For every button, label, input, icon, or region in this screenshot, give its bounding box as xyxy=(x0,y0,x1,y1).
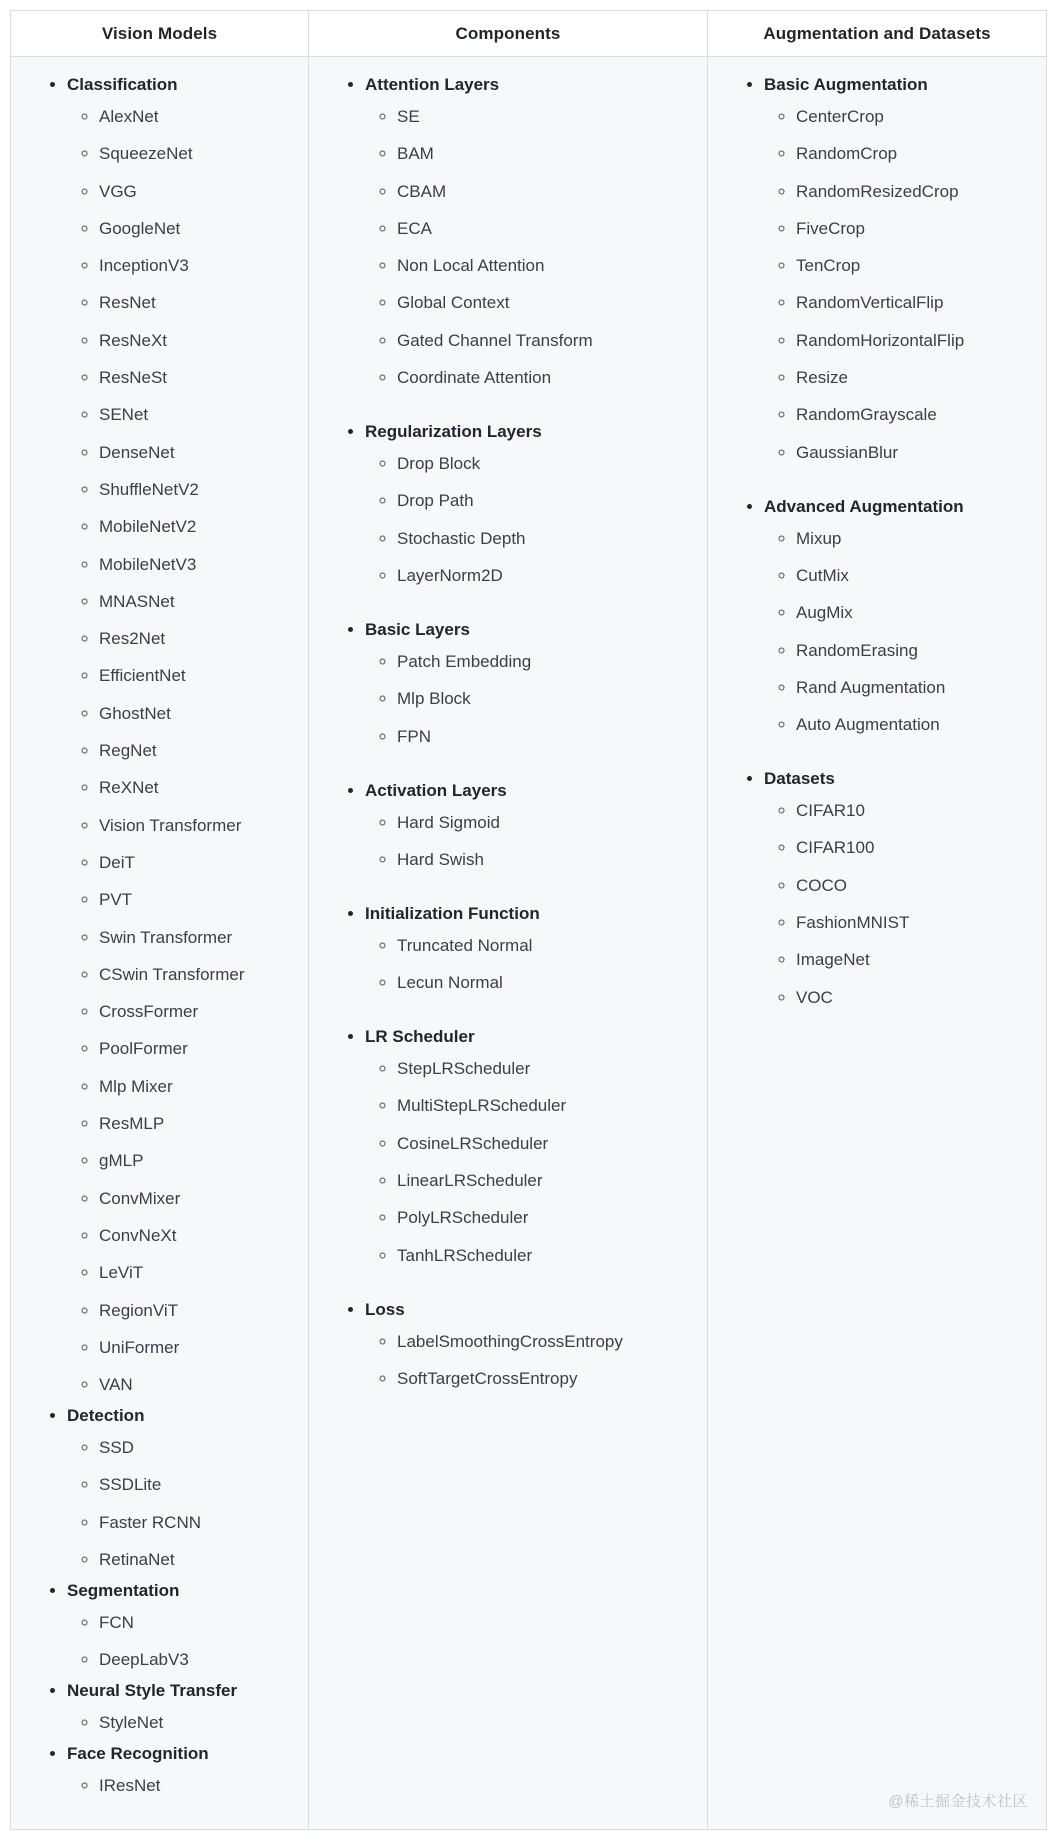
list-item: ◦ Res2Net xyxy=(99,625,298,653)
list-item: ◦ Coordinate Attention xyxy=(397,364,697,392)
list-item: ◦ Rand Augmentation xyxy=(796,674,1036,702)
list-item: ◦ Mixup xyxy=(796,525,1036,553)
list-item: ◦ FCN xyxy=(99,1609,298,1637)
list-item: ◦ ConvMixer xyxy=(99,1185,298,1213)
list-item: ◦ CosineLRScheduler xyxy=(397,1130,697,1158)
column-header-components: Components xyxy=(309,11,708,57)
section-title: Initialization Function xyxy=(365,903,540,923)
list-item: ◦ ResNet xyxy=(99,289,298,317)
column-header-vision-models: Vision Models xyxy=(11,11,309,57)
list-item: ◦ DeiT xyxy=(99,849,298,877)
list-item: ◦ VAN xyxy=(99,1371,298,1399)
item-list xyxy=(764,103,1036,467)
list-item: ◦ GaussianBlur xyxy=(796,439,1036,467)
section xyxy=(365,1023,697,1269)
list-item: ◦ LayerNorm2D xyxy=(397,562,697,590)
section xyxy=(67,71,298,1399)
section-title: LR Scheduler xyxy=(365,1027,475,1047)
item-list xyxy=(365,103,697,392)
section-title: Basic Layers xyxy=(365,619,470,639)
list-item: ◦ ImageNet xyxy=(796,946,1036,974)
list-item: ◦ FPN xyxy=(397,723,697,751)
list-item: ◦ MobileNetV2 xyxy=(99,513,298,541)
list-item: ◦ IResNet xyxy=(99,1772,298,1800)
watermark: @稀土掘金技术社区 xyxy=(888,1793,1028,1810)
section xyxy=(67,1577,298,1674)
section-list xyxy=(27,71,298,1800)
list-item: ◦ ResMLP xyxy=(99,1110,298,1138)
list-item: ◦ SSD xyxy=(99,1434,298,1462)
list-item: ◦ Drop Block xyxy=(397,450,697,478)
section xyxy=(67,1740,298,1800)
list-item: ◦ EfficientNet xyxy=(99,662,298,690)
section-title: Face Recognition xyxy=(67,1744,209,1764)
section-list xyxy=(325,71,697,1393)
list-item: ◦ RandomGrayscale xyxy=(796,401,1036,429)
column-cell-vision-models xyxy=(11,57,309,1830)
list-item: ◦ ConvNeXt xyxy=(99,1222,298,1250)
list-item: ◦ CutMix xyxy=(796,562,1036,590)
item-list xyxy=(365,1328,697,1393)
list-item: ◦ RandomErasing xyxy=(796,637,1036,665)
item-list xyxy=(67,1772,298,1800)
list-item: ◦ GhostNet xyxy=(99,700,298,728)
list-item: ◦ RegionViT xyxy=(99,1297,298,1325)
list-item: ◦ Swin Transformer xyxy=(99,924,298,952)
section xyxy=(365,900,697,997)
list-item: ◦ Truncated Normal xyxy=(397,932,697,960)
section xyxy=(365,1296,697,1393)
list-item: ◦ BAM xyxy=(397,140,697,168)
list-item: ◦ DeepLabV3 xyxy=(99,1646,298,1674)
section xyxy=(764,765,1036,1011)
list-item: ◦ AlexNet xyxy=(99,103,298,131)
list-item: ◦ RegNet xyxy=(99,737,298,765)
list-item: ◦ Hard Sigmoid xyxy=(397,809,697,837)
section xyxy=(67,1402,298,1574)
item-list xyxy=(365,1055,697,1269)
list-item: ◦ LinearLRScheduler xyxy=(397,1167,697,1195)
item-list xyxy=(764,797,1036,1011)
list-item: ◦ SENet xyxy=(99,401,298,429)
list-item: ◦ FiveCrop xyxy=(796,215,1036,243)
list-item: ◦ DenseNet xyxy=(99,439,298,467)
list-item: ◦ StyleNet xyxy=(99,1709,298,1737)
table-body-row xyxy=(11,57,1047,1830)
section-title: Basic Augmentation xyxy=(764,75,928,94)
section-title: Segmentation xyxy=(67,1580,180,1600)
list-item: ◦ CSwin Transformer xyxy=(99,961,298,989)
list-item: ◦ SqueezeNet xyxy=(99,140,298,168)
list-item: ◦ ECA xyxy=(397,215,697,243)
list-item: ◦ Vision Transformer xyxy=(99,812,298,840)
list-item: ◦ TanhLRScheduler xyxy=(397,1242,697,1270)
list-item: ◦ Gated Channel Transform xyxy=(397,327,697,355)
list-item: ◦ PolyLRScheduler xyxy=(397,1204,697,1232)
list-item: ◦ CIFAR100 xyxy=(796,834,1036,862)
list-item: ◦ RandomCrop xyxy=(796,140,1036,168)
item-list xyxy=(365,450,697,590)
list-item: ◦ Hard Swish xyxy=(397,846,697,874)
table-header-row xyxy=(11,11,1047,57)
list-item: ◦ MultiStepLRScheduler xyxy=(397,1092,697,1120)
list-item: ◦ LabelSmoothingCrossEntropy xyxy=(397,1328,697,1356)
section-title: Classification xyxy=(67,75,178,94)
list-item: ◦ COCO xyxy=(796,872,1036,900)
list-item: ◦ RandomHorizontalFlip xyxy=(796,327,1036,355)
list-item: ◦ RandomVerticalFlip xyxy=(796,289,1036,317)
list-item: ◦ Drop Path xyxy=(397,487,697,515)
list-item: ◦ AugMix xyxy=(796,599,1036,627)
list-item: ◦ VOC xyxy=(796,984,1036,1012)
list-item: ◦ SoftTargetCrossEntropy xyxy=(397,1365,697,1393)
item-list xyxy=(67,103,298,1399)
list-item: ◦ Global Context xyxy=(397,289,697,317)
list-item: ◦ CIFAR10 xyxy=(796,797,1036,825)
list-item: ◦ Patch Embedding xyxy=(397,648,697,676)
list-item: ◦ RetinaNet xyxy=(99,1546,298,1574)
list-item: ◦ Faster RCNN xyxy=(99,1509,298,1537)
list-item: ◦ ReXNet xyxy=(99,774,298,802)
section xyxy=(365,71,697,392)
list-item: ◦ SE xyxy=(397,103,697,131)
list-item: ◦ Resize xyxy=(796,364,1036,392)
section-title: Attention Layers xyxy=(365,75,500,94)
list-item: ◦ MNASNet xyxy=(99,588,298,616)
item-list xyxy=(764,525,1036,739)
item-list xyxy=(365,809,697,874)
list-item: ◦ FashionMNIST xyxy=(796,909,1036,937)
list-item: ◦ SSDLite xyxy=(99,1471,298,1499)
section-title: Advanced Augmentation xyxy=(764,496,964,516)
list-item: ◦ CrossFormer xyxy=(99,998,298,1026)
list-item: ◦ StepLRScheduler xyxy=(397,1055,697,1083)
list-item: ◦ Mlp Block xyxy=(397,685,697,713)
section-title: Activation Layers xyxy=(365,780,507,800)
list-item: ◦ CBAM xyxy=(397,178,697,206)
list-item: ◦ PVT xyxy=(99,886,298,914)
list-item: ◦ PoolFormer xyxy=(99,1035,298,1063)
section-title: Regularization Layers xyxy=(365,422,542,442)
list-item: ◦ Mlp Mixer xyxy=(99,1073,298,1101)
column-cell-augmentation-datasets xyxy=(708,57,1047,1830)
list-item: ◦ gMLP xyxy=(99,1147,298,1175)
list-item: ◦ ResNeXt xyxy=(99,327,298,355)
list-item: ◦ GoogleNet xyxy=(99,215,298,243)
list-item: ◦ LeViT xyxy=(99,1259,298,1287)
section xyxy=(365,777,697,874)
list-item: ◦ Stochastic Depth xyxy=(397,525,697,553)
list-item: ◦ ShuffleNetV2 xyxy=(99,476,298,504)
list-item: ◦ Non Local Attention xyxy=(397,252,697,280)
item-list xyxy=(67,1434,298,1574)
list-item: ◦ CenterCrop xyxy=(796,103,1036,131)
item-list xyxy=(67,1609,298,1674)
item-list xyxy=(365,648,697,751)
section-title: Datasets xyxy=(764,769,835,789)
column-cell-components xyxy=(309,57,708,1830)
list-item: ◦ MobileNetV3 xyxy=(99,551,298,579)
section xyxy=(365,418,697,590)
section-list xyxy=(724,71,1036,1012)
section xyxy=(365,616,697,751)
list-item: ◦ UniFormer xyxy=(99,1334,298,1362)
list-item: ◦ Lecun Normal xyxy=(397,969,697,997)
section-title: Neural Style Transfer xyxy=(67,1681,238,1701)
list-item: ◦ TenCrop xyxy=(796,252,1036,280)
section-title: Detection xyxy=(67,1406,145,1426)
item-list xyxy=(67,1709,298,1737)
section-title: Loss xyxy=(365,1299,405,1319)
item-list xyxy=(365,932,697,997)
section xyxy=(764,71,1036,467)
list-item: ◦ RandomResizedCrop xyxy=(796,178,1036,206)
list-item: ◦ ResNeSt xyxy=(99,364,298,392)
column-header-augmentation-datasets: Augmentation and Datasets xyxy=(708,11,1047,57)
list-item: ◦ InceptionV3 xyxy=(99,252,298,280)
list-item: ◦ Auto Augmentation xyxy=(796,711,1036,739)
section xyxy=(67,1677,298,1737)
list-item: ◦ VGG xyxy=(99,178,298,206)
models-components-table xyxy=(10,10,1047,1830)
section xyxy=(764,493,1036,739)
